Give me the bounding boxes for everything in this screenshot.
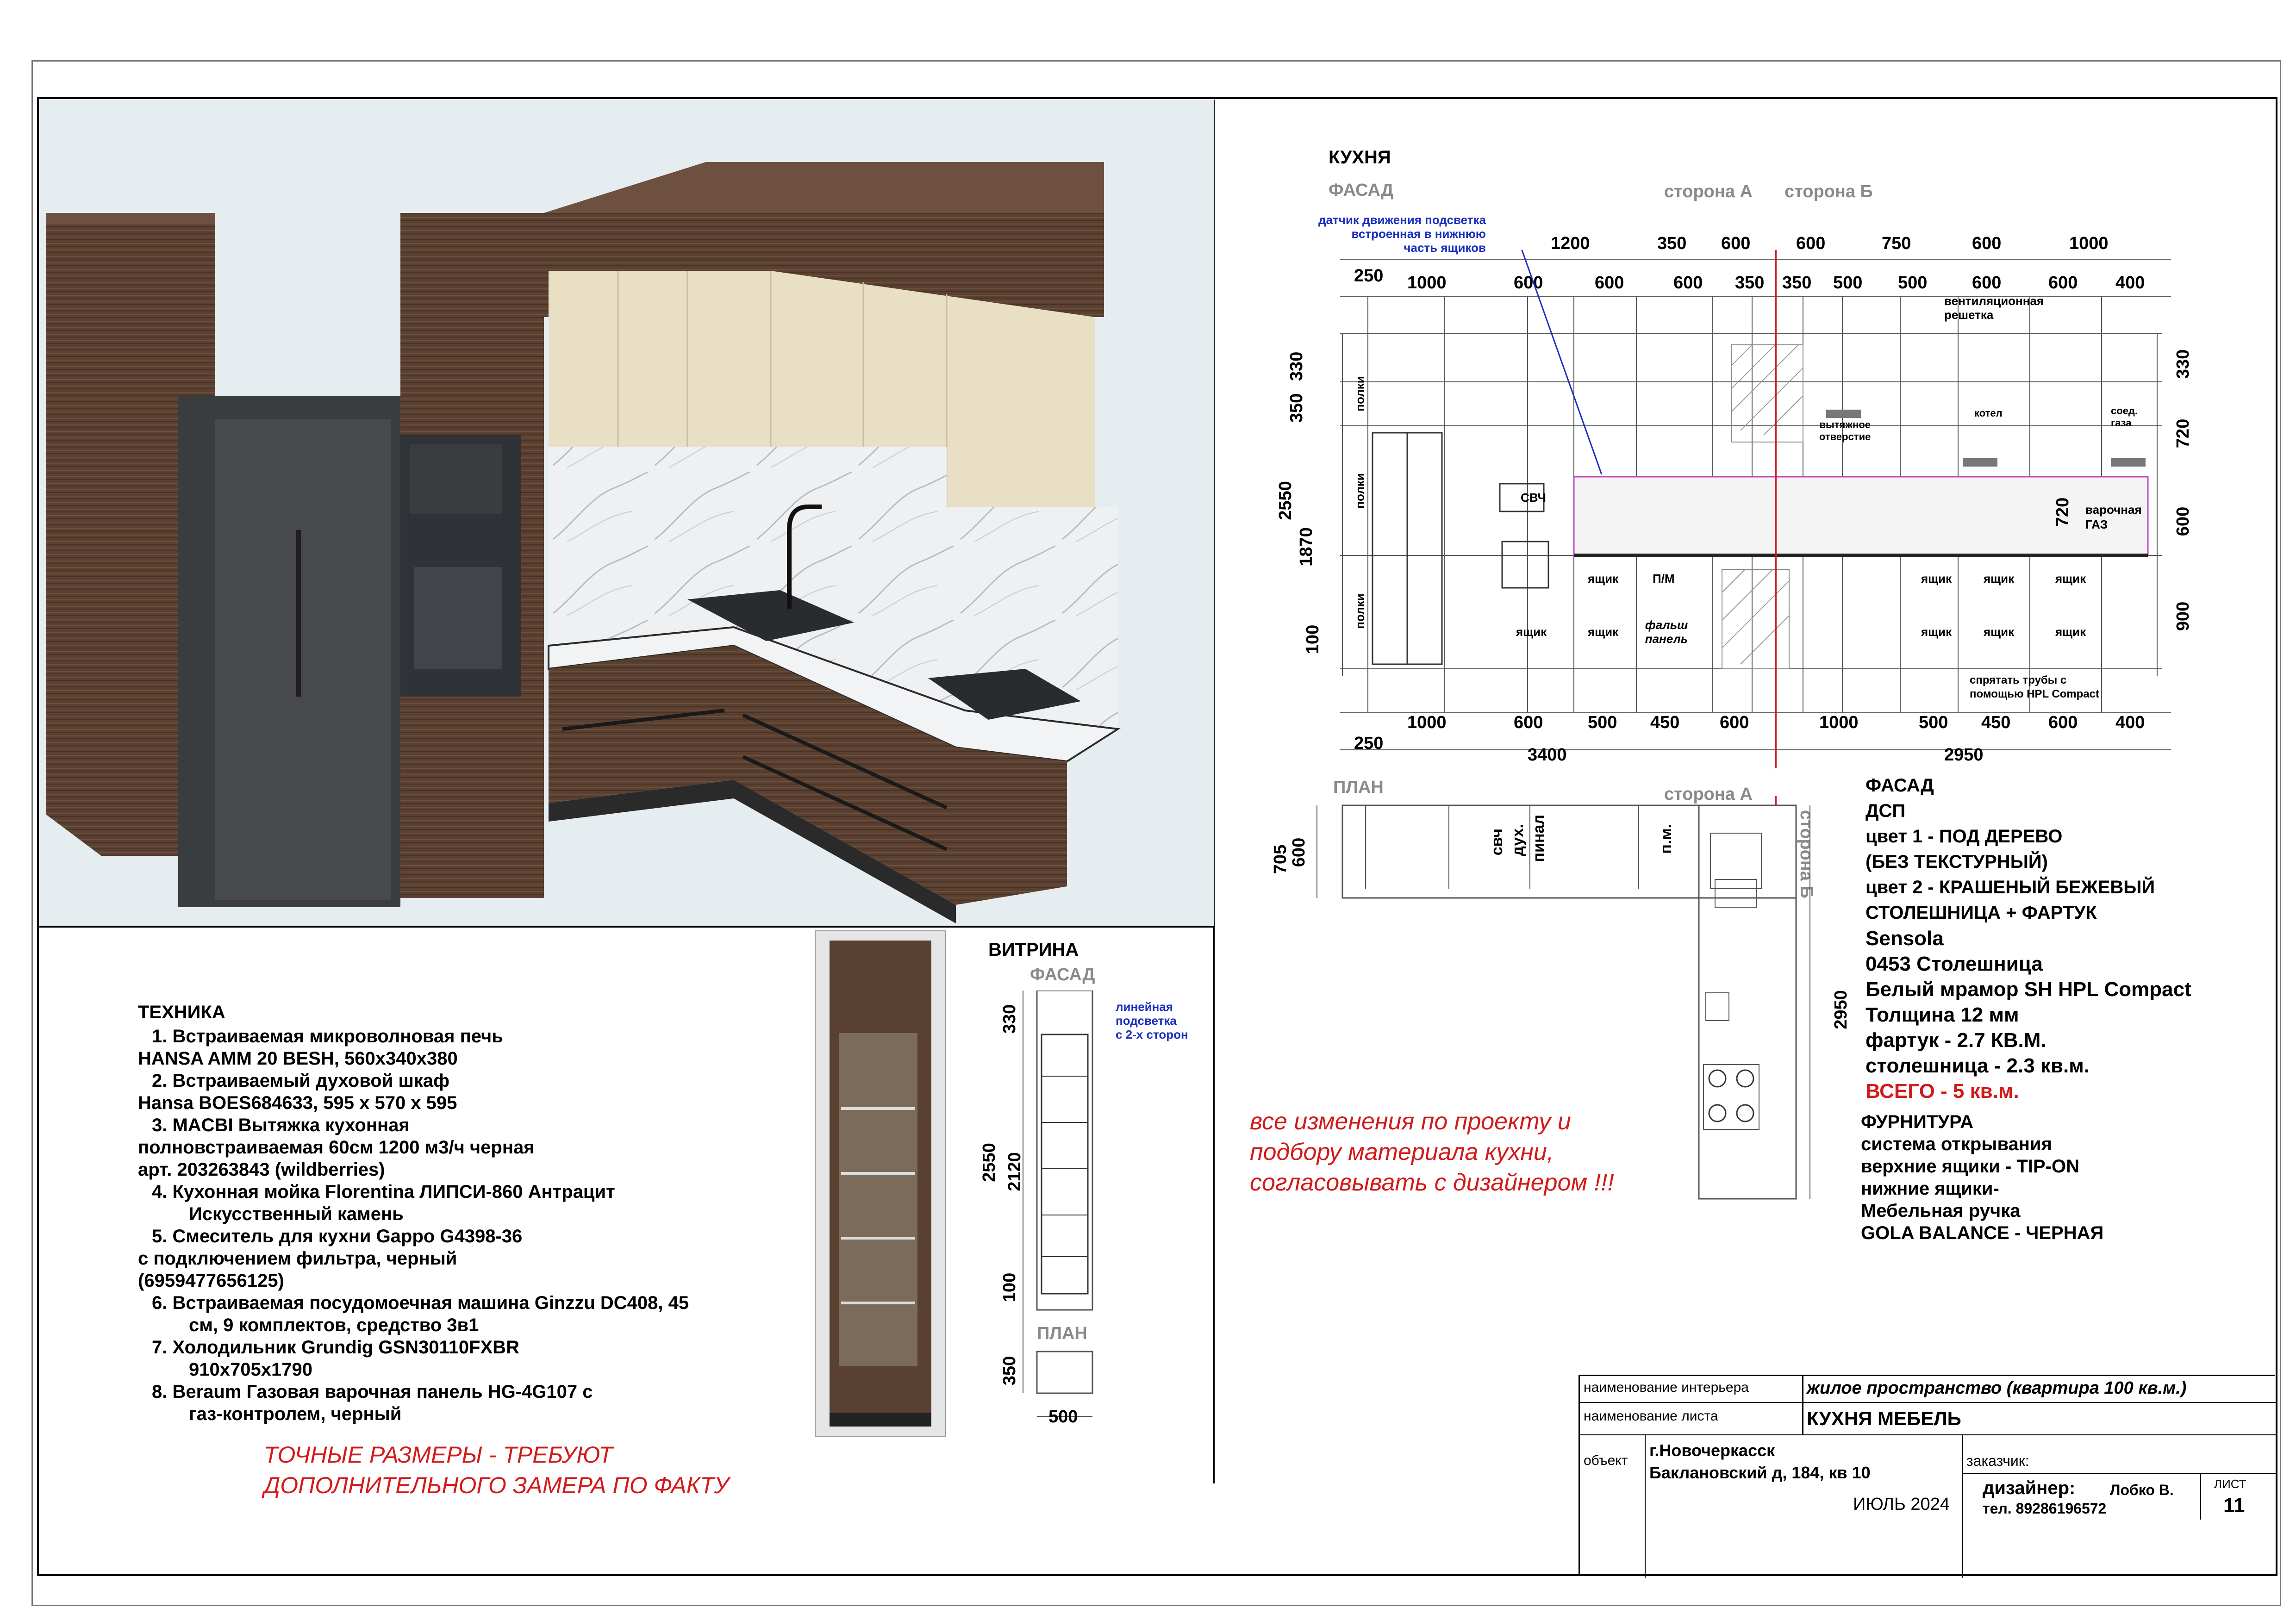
address-street: Баклановский д, 184, кв 10	[1649, 1463, 1871, 1482]
materials-total: ВСЕГО - 5 кв.м.	[1866, 1080, 2019, 1103]
materials-line: фартук - 2.7 КВ.М.	[1866, 1029, 2046, 1052]
dim-bottom-2: 600	[1514, 713, 1543, 732]
technique-line: газ-контролем, черный	[189, 1404, 402, 1424]
materials-line: СТОЛЕШНИЦА + ФАРТУК	[1866, 903, 2097, 923]
gas-connection-label: соед. газа	[2111, 405, 2138, 429]
dim-top2-6: 350	[1735, 273, 1765, 293]
vitrina-drawing	[1018, 991, 1111, 1435]
plan-label-microwave: свч	[1488, 829, 1506, 856]
fittings-line: Мебельная ручка	[1861, 1201, 2021, 1221]
materials-block	[1866, 773, 2273, 1104]
plan-title: ПЛАН	[1333, 778, 1384, 797]
vitrina-dim-1: 330	[1000, 1004, 1020, 1034]
technique-line: Hansa BOES684633, 595 x 570 x 595	[138, 1093, 457, 1113]
plan-dim-2: 600	[1289, 837, 1309, 867]
materials-line: 0453 Столешница	[1866, 953, 2043, 975]
fittings-block	[1861, 1111, 2103, 1244]
dim-top-3: 600	[1721, 234, 1751, 253]
dim-bottom-7: 500	[1919, 713, 1948, 732]
technique-line: 4. Кухонная мойка Florentina ЛИПСИ-860 Антрацит	[152, 1182, 615, 1202]
dim-right-5: 720	[2053, 497, 2073, 527]
technique-line: с подключением фильтра, черный	[138, 1248, 457, 1269]
measure-notice: ТОЧНЫЕ РАЗМЕРЫ - ТРЕБУЮТ ДОПОЛНИТЕЛЬНОГО ЗАМЕРА ПО ФАКТУ	[264, 1442, 729, 1498]
dim-top2-9: 500	[1898, 273, 1928, 293]
dim-left-3: 2550	[1275, 481, 1295, 520]
facade-section-title: КУХНЯ	[1329, 147, 1391, 168]
materials-line: ФАСАД	[1866, 775, 1934, 796]
changes-notice: все изменения по проекту и подбору материала кухни, согласовывать с дизайнером !!!	[1250, 1108, 1614, 1196]
facade-label: ФАСАД	[1329, 181, 1394, 200]
vitrina-dim-3: 2120	[1004, 1152, 1024, 1191]
hide-pipes-note: спрятать трубы с помощью HPL Compact	[1970, 674, 2100, 700]
technique-line: 6. Встраиваемая посудомоечная машина Ginzzu DC408, 45	[152, 1293, 689, 1313]
vent-grille-label: вентиляционная решетка	[1944, 294, 2044, 322]
dim-top2-11: 600	[2048, 273, 2078, 293]
vitrina-dim-5: 350	[1000, 1356, 1020, 1386]
dim-top-7: 1000	[2069, 234, 2109, 253]
dim-bottom2-1: 250	[1354, 734, 1384, 753]
shelves-label-2: полки	[1353, 473, 1367, 509]
vitrina-illustration	[816, 931, 945, 1436]
divider-horizontal	[39, 926, 1214, 928]
technique-line: полновстраиваемая 60см 1200 м3/ч черная	[138, 1137, 535, 1158]
plan-dim-1: 705	[1271, 844, 1291, 874]
dim-top2-5: 600	[1673, 273, 1703, 293]
dim-bottom2-3: 2950	[1944, 745, 1984, 765]
kitchen-render	[39, 100, 1214, 926]
dim-bottom-4: 450	[1650, 713, 1680, 732]
technique-line: 2. Встраиваемый духовой шкаф	[152, 1071, 450, 1091]
fittings-line: нижние ящики-	[1861, 1178, 1999, 1199]
technique-line: см, 9 комплектов, средство 3в1	[189, 1315, 479, 1335]
sheet-value: КУХНЯ МЕБЕЛЬ	[1807, 1408, 1961, 1429]
hob-label: варочная ГАЗ	[2085, 503, 2142, 531]
materials-line: ДСП	[1866, 801, 1906, 821]
drawer-label-1: ящик	[1588, 572, 1619, 586]
title-block	[1578, 1375, 2275, 1576]
fittings-line: система открывания	[1861, 1134, 2052, 1154]
dim-top-4: 600	[1796, 234, 1826, 253]
exhaust-hole-label: вытяжное отверстие	[1819, 419, 1871, 442]
drawer-label-7: ящик	[1921, 625, 1952, 639]
technique-line: арт. 203263843 (wildberries)	[138, 1159, 385, 1180]
materials-line: столешница - 2.3 кв.м.	[1866, 1054, 2090, 1077]
technique-line: HANSA AMM 20 BESH, 560x340x380	[138, 1048, 458, 1069]
materials-line: цвет 2 - КРАШЕНЫЙ БЕЖЕВЫЙ	[1866, 877, 2155, 897]
plan-side-a: сторона А	[1664, 785, 1753, 804]
drawer-label-8: ящик	[1984, 625, 2015, 639]
fittings-line: ФУРНИТУРА	[1861, 1112, 1974, 1132]
dim-top-1: 1200	[1551, 234, 1590, 253]
page-label: ЛИСТ	[2214, 1477, 2246, 1491]
drawer-label-5: ящик	[1984, 572, 2015, 586]
dim-right-3: 600	[2173, 506, 2193, 536]
dim-top-6: 600	[1972, 234, 2002, 253]
plan-label-pencil: пинал	[1530, 815, 1547, 862]
technique-line: 3. MACBI Вытяжка кухонная	[152, 1115, 410, 1135]
dim-left-5: 100	[1303, 624, 1323, 654]
dim-bottom-1: 1000	[1407, 713, 1447, 732]
drawer-label-6: ящик	[2055, 572, 2086, 586]
vitrina-dim-6: 500	[1048, 1407, 1078, 1427]
dim-right-2: 720	[2173, 418, 2193, 449]
plan-label-oven: дух.	[1509, 824, 1527, 856]
dim-left-1: 330	[1287, 351, 1307, 381]
vitrina-dim-2: 2550	[979, 1143, 999, 1182]
dim-right-1: 330	[2173, 349, 2193, 379]
dim-top2-4: 600	[1595, 273, 1624, 293]
object-label: объект	[1584, 1453, 1628, 1468]
dim-top2-2: 1000	[1407, 273, 1447, 293]
technique-line: Искусственный камень	[189, 1204, 404, 1224]
materials-line: Sensola	[1866, 927, 1944, 950]
designer-phone: тел. 89286196572	[1983, 1500, 2107, 1517]
dim-top-5: 750	[1882, 234, 1911, 253]
dim-bottom-6: 1000	[1819, 713, 1859, 732]
customer-label: заказчик:	[1966, 1452, 2029, 1469]
side-a-label: сторона А	[1664, 182, 1753, 201]
sheet-label: наименование листа	[1584, 1408, 1718, 1424]
technique-line: 8. Beraum Газовая варочная панель HG-4G107 с	[152, 1382, 593, 1402]
dim-top2-12: 400	[2115, 273, 2145, 293]
technique-line: 7. Холодильник Grundig GSN30110FXBR	[152, 1337, 519, 1358]
dim-bottom-9: 600	[2048, 713, 2078, 732]
sensor-note: датчик движения подсветка встроенная в нижнюю часть ящиков	[1318, 213, 1486, 255]
technique-line: 5. Смеситель для кухни Gappo G4398-36	[152, 1226, 523, 1246]
plan-label-dishwasher: п.м.	[1657, 824, 1675, 854]
dim-top2-1: 250	[1354, 266, 1384, 286]
drawer-label-9: ящик	[2055, 625, 2086, 639]
dim-top2-8: 500	[1833, 273, 1863, 293]
drawer-label-4: ящик	[1921, 572, 1952, 586]
designer-label: дизайнер:	[1983, 1478, 2076, 1498]
dim-bottom2-2: 3400	[1528, 745, 1567, 765]
dim-left-4: 1870	[1296, 527, 1316, 567]
drawer-label-3: ящик	[1588, 625, 1619, 639]
materials-line: цвет 1 - ПОД ДЕРЕВО	[1866, 826, 2063, 847]
vitrina-light-note: линейная подсветка с 2-х сторон	[1116, 1000, 1188, 1041]
dim-right-4: 900	[2173, 601, 2193, 631]
dim-top2-7: 350	[1782, 273, 1812, 293]
dim-top-2: 350	[1657, 234, 1687, 253]
shelves-label-1: полки	[1353, 376, 1367, 411]
side-b-label: сторона Б	[1784, 182, 1873, 201]
plan-dim-3: 2950	[1831, 990, 1851, 1029]
drawer-label-2: ящик	[1516, 625, 1547, 639]
vitrina-dim-4: 100	[1000, 1272, 1020, 1302]
technique-line: 1. Встраиваемая микроволновая печь	[152, 1026, 503, 1047]
vitrina-facade-label: ФАСАД	[1030, 965, 1095, 984]
false-panel-label: фальш панель	[1645, 618, 1688, 646]
dim-left-2: 350	[1287, 393, 1307, 423]
interior-value: жилое пространство (квартира 100 кв.м.)	[1807, 1378, 2187, 1398]
designer-name: Лобко В.	[2110, 1482, 2174, 1498]
plan-side-b: сторона Б	[1797, 810, 1816, 898]
materials-line: Толщина 12 мм	[1866, 1003, 2019, 1026]
dim-top2-3: 600	[1514, 273, 1543, 293]
vitrina-render	[815, 930, 946, 1437]
technique-line: 910x705x1790	[189, 1359, 312, 1380]
microwave-label: СВЧ	[1521, 491, 1546, 505]
fittings-line: верхние ящики - TIP-ON	[1861, 1156, 2079, 1177]
shelves-label-3: полки	[1353, 593, 1367, 629]
address-city: г.Новочеркасск	[1649, 1441, 1775, 1460]
dim-bottom-8: 450	[1981, 713, 2011, 732]
materials-line: (БЕЗ ТЕКСТУРНЫЙ)	[1866, 852, 2048, 872]
dim-bottom-10: 400	[2115, 713, 2145, 732]
dishwasher-label: П/М	[1653, 572, 1675, 586]
dim-bottom-3: 500	[1588, 713, 1617, 732]
technique-list	[138, 1025, 809, 1425]
date: ИЮЛЬ 2024	[1853, 1495, 1950, 1514]
page-number: 11	[2223, 1494, 2245, 1517]
dim-top2-10: 600	[1972, 273, 2002, 293]
materials-line: Белый мрамор SH HPL Compact	[1866, 978, 2191, 1001]
boiler-label: котел	[1974, 407, 2003, 419]
dim-bottom-5: 600	[1720, 713, 1749, 732]
fittings-line: GOLA BALANCE - ЧЕРНАЯ	[1861, 1223, 2104, 1243]
technique-line: (6959477656125)	[138, 1271, 284, 1291]
vitrina-plan-label: ПЛАН	[1037, 1324, 1087, 1343]
kitchen-render-illustration	[39, 100, 1214, 926]
technique-title: ТЕХНИКА	[138, 1002, 225, 1022]
interior-label: наименование интерьера	[1584, 1380, 1749, 1395]
vitrina-title: ВИТРИНА	[988, 940, 1079, 960]
